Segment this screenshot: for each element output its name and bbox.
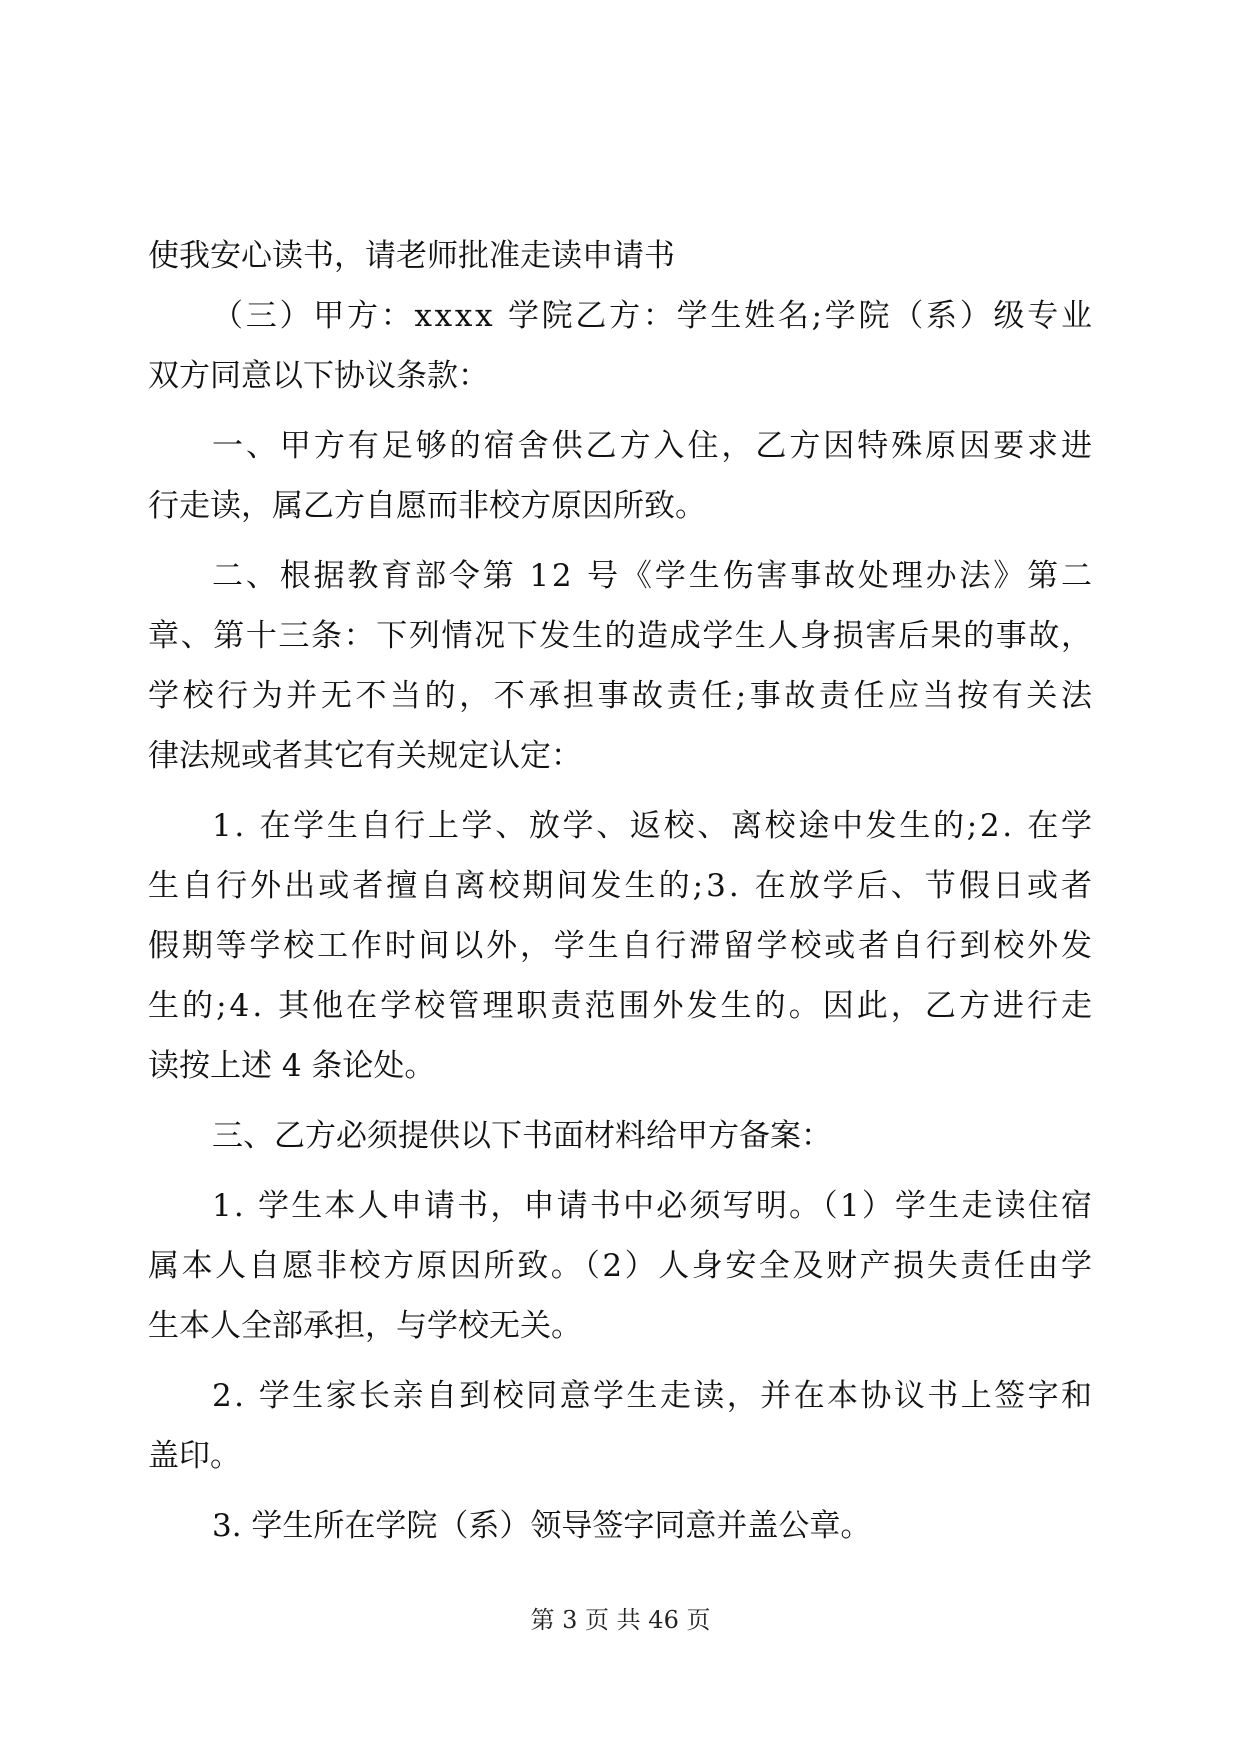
text-line-content: 读按上述 4 条论处。: [148, 1048, 436, 1084]
text-line: [0, 476, 1241, 536]
text-line: [0, 1366, 1241, 1426]
text-line: [0, 606, 1241, 666]
text-line: [0, 856, 1241, 916]
text-line: [0, 346, 1241, 406]
text-line: [0, 1426, 1241, 1486]
text-line-content: 生本人全部承担，与学校无关。: [148, 1308, 582, 1344]
text-line: [0, 1496, 1241, 1556]
text-line-content: 生的;4. 其他在学校管理职责范围外发生的。因此，乙方进行走: [148, 988, 1096, 1024]
text-line-content: 行走读，属乙方自愿而非校方原因所致。: [148, 488, 706, 524]
text-line-content: 属本人自愿非校方原因所致。（2）人身安全及财产损失责任由学: [148, 1248, 1095, 1284]
text-line-content: 使我安心读书，请老师批准走读申请书: [148, 238, 675, 274]
text-line-content: 盖印。: [148, 1438, 241, 1474]
text-line: [0, 666, 1241, 726]
text-line: [0, 1236, 1241, 1296]
text-line-content: 章、第十三条：下列情况下发生的造成学生人身损害后果的事故，: [148, 618, 1094, 654]
text-line: [0, 1106, 1241, 1166]
text-line: [0, 546, 1241, 606]
text-line: [0, 1296, 1241, 1356]
text-line: [0, 416, 1241, 476]
text-line: [0, 1176, 1241, 1236]
text-line: [0, 1036, 1241, 1096]
text-line-content: 2. 学生家长亲自到校同意学生走读，并在本协议书上签字和: [212, 1378, 1095, 1414]
text-line-content: 1. 在学生自行上学、放学、返校、离校途中发生的;2. 在学: [212, 808, 1095, 844]
text-line-content: 二、根据教育部令第 12 号《学生伤害事故处理办法》第二: [212, 558, 1095, 594]
text-line-content: 双方同意以下协议条款：: [148, 358, 489, 394]
text-line: [0, 796, 1241, 856]
text-line: [0, 726, 1241, 786]
text-line-content: 三、乙方必须提供以下书面材料给甲方备案：: [212, 1118, 832, 1154]
text-line-content: 生自行外出或者擅自离校期间发生的;3. 在放学后、节假日或者: [148, 868, 1096, 904]
text-line: [0, 226, 1241, 286]
text-line-content: 学校行为并无不当的，不承担事故责任;事故责任应当按有关法: [148, 678, 1096, 714]
text-line: [0, 916, 1241, 976]
text-line-content: 3. 学生所在学院（系）领导签字同意并盖公章。: [212, 1508, 872, 1544]
text-line-content: 假期等学校工作时间以外，学生自行滞留学校或者自行到校外发: [148, 928, 1095, 964]
text-line-content: 一、甲方有足够的宿舍供乙方入住，乙方因特殊原因要求进: [212, 428, 1095, 464]
text-line-content: 1. 学生本人申请书，申请书中必须写明。（1）学生走读住宿: [212, 1188, 1095, 1224]
text-line: [0, 286, 1241, 346]
page-number-footer: 第 3 页 共 46 页: [530, 1606, 711, 1634]
text-line: [0, 976, 1241, 1036]
text-line-content: （三）甲方：xxxx 学院乙方：学生姓名;学院（系）级专业: [212, 298, 1095, 334]
text-line-content: 律法规或者其它有关规定认定：: [148, 738, 582, 774]
